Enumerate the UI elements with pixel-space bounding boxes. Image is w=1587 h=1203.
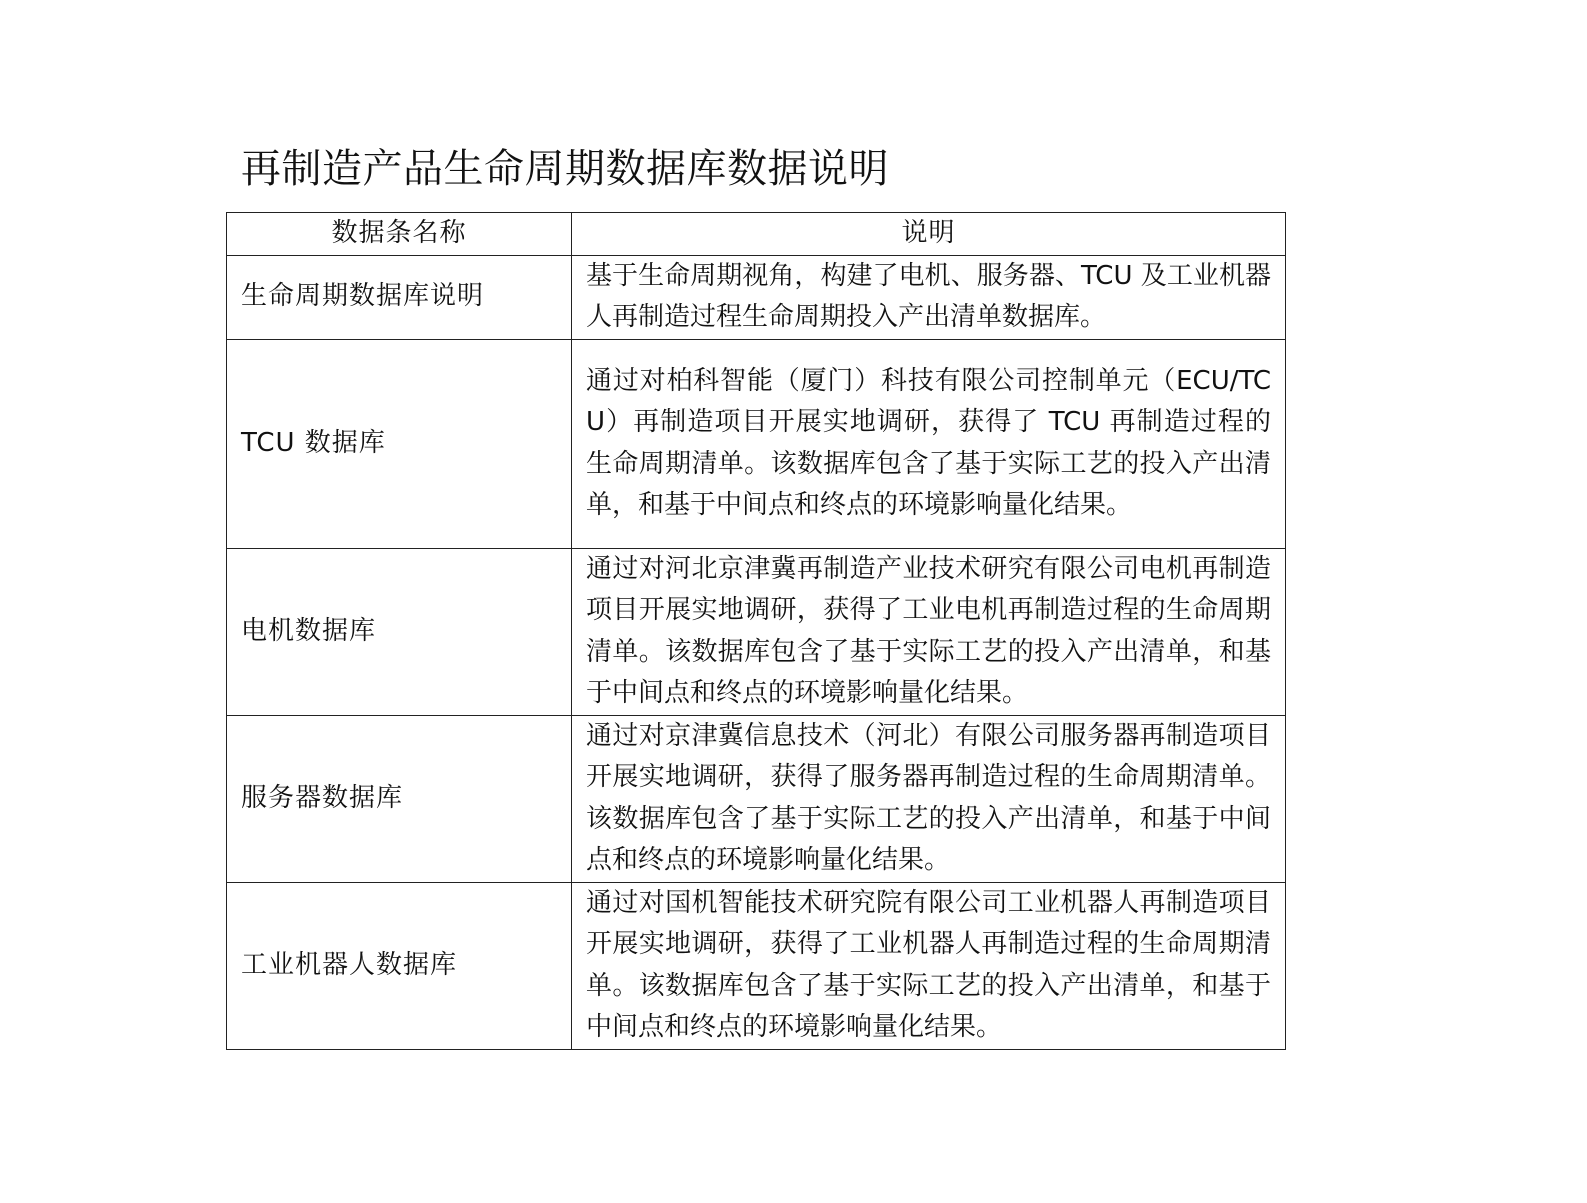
row-description-cell: 通过对柏科智能（厦门）科技有限公司控制单元（ECU/TCU）再制造项目开展实地调研，获得了 TCU 再制造过程的生命周期清单。该数据库包含了基于实际工艺的投入产出清单，和基于中间点和终点的环境影响量化结果。 bbox=[572, 339, 1286, 548]
row-description-cell: 基于生命周期视角，构建了电机、服务器、TCU 及工业机器人再制造过程生命周期投入产出清单数据库。 bbox=[572, 255, 1286, 339]
table-row bbox=[227, 715, 1286, 882]
row-description-cell: 通过对河北京津冀再制造产业技术研究有限公司电机再制造项目开展实地调研，获得了工业电机再制造过程的生命周期清单。该数据库包含了基于实际工艺的投入产出清单，和基于中间点和终点的环境影响量化结果。 bbox=[572, 548, 1286, 715]
row-name-cell: 电机数据库 bbox=[227, 548, 572, 715]
table-row bbox=[227, 339, 1286, 548]
row-name-cell: 生命周期数据库说明 bbox=[227, 255, 572, 339]
table-row bbox=[227, 548, 1286, 715]
row-name-cell: 工业机器人数据库 bbox=[227, 882, 572, 1049]
header-description: 说明 bbox=[572, 213, 1286, 256]
table-header-row bbox=[227, 213, 1286, 256]
document-title: 再制造产品生命周期数据库数据说明 bbox=[241, 146, 889, 192]
row-description-cell: 通过对国机智能技术研究院有限公司工业机器人再制造项目开展实地调研，获得了工业机器人再制造过程的生命周期清单。该数据库包含了基于实际工艺的投入产出清单，和基于中间点和终点的环境影响量化结果。 bbox=[572, 882, 1286, 1049]
table-row bbox=[227, 255, 1286, 339]
row-description-cell: 通过对京津冀信息技术（河北）有限公司服务器再制造项目开展实地调研，获得了服务器再制造过程的生命周期清单。该数据库包含了基于实际工艺的投入产出清单，和基于中间点和终点的环境影响量化结果。 bbox=[572, 715, 1286, 882]
table-row bbox=[227, 882, 1286, 1049]
header-data-name: 数据条名称 bbox=[227, 213, 572, 256]
row-name-cell: 服务器数据库 bbox=[227, 715, 572, 882]
data-description-table bbox=[226, 212, 1286, 1050]
row-name-cell: TCU 数据库 bbox=[227, 339, 572, 548]
